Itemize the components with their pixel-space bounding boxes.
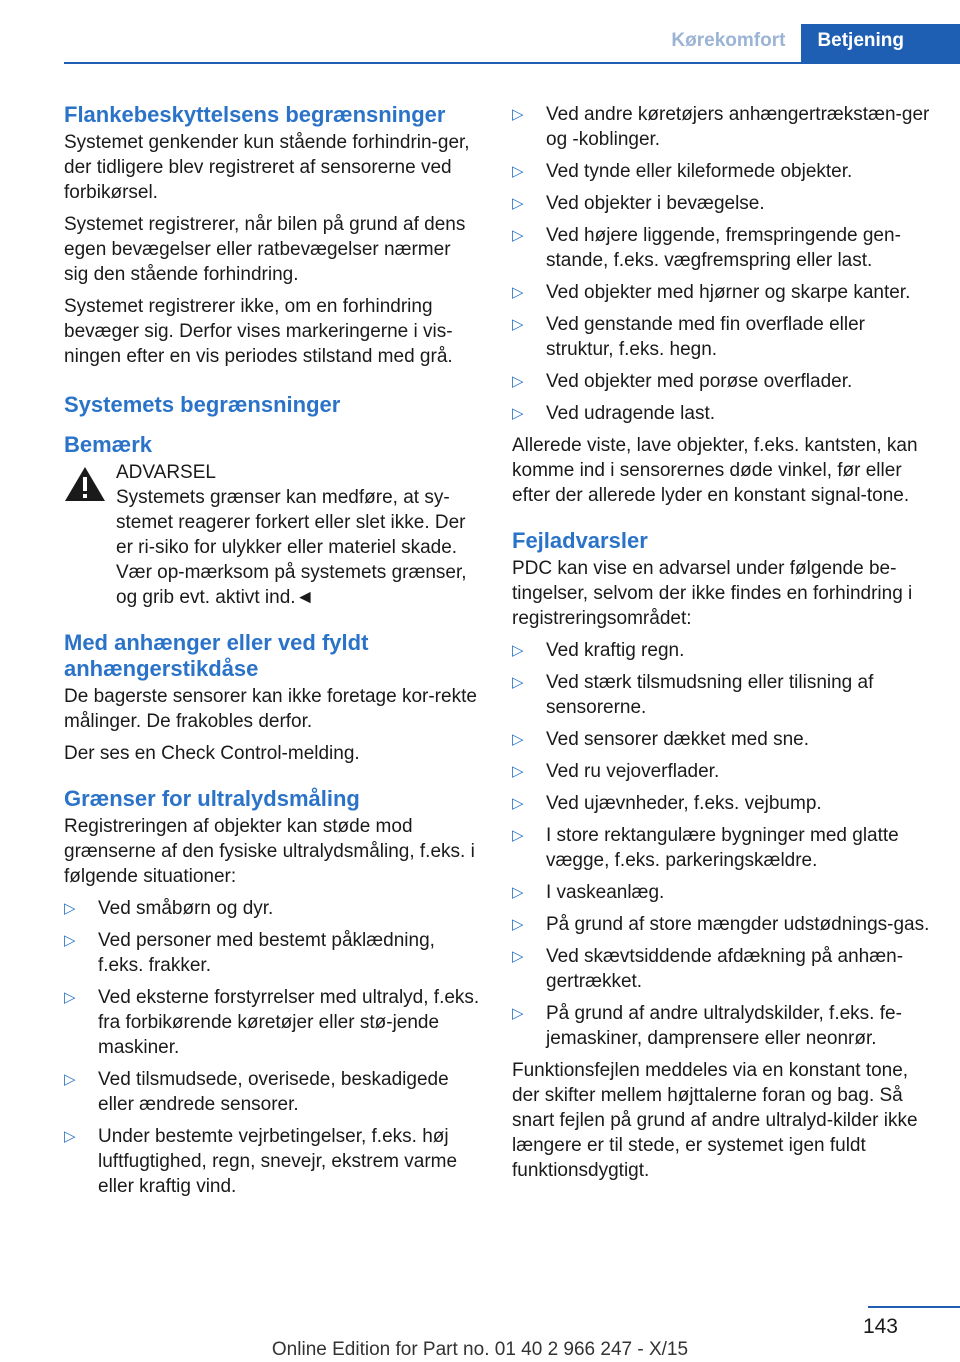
ultra-title: Grænser for ultralydsmåling	[64, 786, 360, 811]
triangle-right-icon: ▷	[64, 900, 76, 917]
warning-title: ADVARSEL	[116, 462, 216, 483]
triangle-right-icon: ▷	[512, 227, 524, 244]
list-item: ▷ Ved andre køretøjers anhængertrækstæn-ger og -koblinger.	[512, 104, 930, 150]
triangle-right-icon: ▷	[512, 1005, 524, 1022]
ultra-paragraph-1: Registreringen af objekter kan støde mod grænserne af den fysiske ultralydsmåling, f.eks. i følgende situationer:	[64, 816, 475, 887]
triangle-right-icon: ▷	[512, 674, 524, 691]
triangle-right-icon: ▷	[512, 284, 524, 301]
note-title: Bemærk	[64, 432, 153, 457]
flank-title: Flankebeskyttelsens begrænsninger	[64, 102, 446, 127]
warning-block	[64, 460, 480, 610]
list-item: ▷ I store rektangulære bygninger med glatte vægge, f.eks. parkeringskældre.	[512, 825, 899, 871]
triangle-right-icon: ▷	[512, 763, 524, 780]
list-item: ▷ Ved kraftig regn.	[512, 640, 685, 661]
trailer-title: Med anhænger eller ved fyldt anhængerstikdåse	[64, 630, 369, 681]
footer-rule	[868, 1306, 960, 1308]
list-item: ▷ Ved ru vejoverflader.	[512, 761, 720, 782]
list-item: ▷ Ved sensorer dækket med sne.	[512, 729, 809, 750]
warning-text: Systemets grænser kan medføre, at sy-stemet reagerer forkert eller slet ikke. Der er ri-siko for ulykker eller materiel skade. Vær op-mærksom på systemets grænser, og grib evt. aktivt ind.◄	[116, 487, 467, 608]
tab-betjening[interactable]: Betjening	[801, 24, 960, 62]
triangle-right-icon: ▷	[64, 932, 76, 949]
list-item: ▷ På grund af store mængder udstødnings-gas.	[512, 914, 930, 935]
list-item: ▷ Ved tilsmudsede, overisede, beskadigede eller ændrede sensorer.	[64, 1069, 449, 1115]
limits-title: Systemets begrænsninger	[64, 392, 341, 417]
triangle-right-icon: ▷	[512, 795, 524, 812]
left-column	[64, 102, 480, 1206]
triangle-right-icon: ▷	[512, 916, 524, 933]
list-item: ▷ I vaskeanlæg.	[512, 882, 665, 903]
list-item: ▷ Ved ujævnheder, f.eks. vejbump.	[512, 793, 822, 814]
triangle-right-icon: ▷	[64, 1071, 76, 1088]
tab-korekomfort[interactable]: Kørekomfort	[671, 30, 786, 51]
list-item: ▷ Ved objekter i bevægelse.	[512, 193, 765, 214]
list-item: ▷ Ved objekter med porøse overflader.	[512, 371, 853, 392]
triangle-right-icon: ▷	[64, 1128, 76, 1145]
header-tabs	[655, 24, 960, 62]
faults-paragraph-2: Funktionsfejlen meddeles via en konstant tone, der skifter mellem højttalerne foran og bag. Så snart fejlen på grund af andre ultralyd-kilder ikke længere er til stede, er systemet igen fuldt funktionsdygtigt.	[512, 1060, 918, 1181]
list-item: ▷ Ved eksterne forstyrrelser med ultralyd, f.eks. fra forbikørende køretøjer eller stø-jende maskiner.	[64, 987, 480, 1058]
ultra-list-continued	[512, 102, 930, 426]
list-item: ▷ Ved højere liggende, fremspringende gen-stande, f.eks. vægfremspring eller last.	[512, 225, 901, 271]
triangle-right-icon: ▷	[512, 195, 524, 212]
header-rule	[64, 62, 960, 64]
list-item: ▷ Ved udragende last.	[512, 403, 716, 424]
list-item: ▷ Ved objekter med hjørner og skarpe kanter.	[512, 282, 911, 303]
list-item: ▷ På grund af andre ultralydskilder, f.eks. fe-jemaskiner, damprensere eller neonrør.	[512, 1003, 902, 1049]
ultra-list	[64, 896, 480, 1199]
list-item: ▷ Ved skævtsiddende afdækning på anhæn-gertrækket.	[512, 946, 904, 992]
triangle-right-icon: ▷	[512, 827, 524, 844]
footer-edition: Online Edition for Part no. 01 40 2 966 247 - X/15	[271, 1339, 689, 1360]
trailer-paragraph-2: Der ses en Check Control-melding.	[64, 743, 360, 764]
faults-list	[512, 638, 930, 1051]
triangle-right-icon: ▷	[512, 731, 524, 748]
list-item: ▷ Ved tynde eller kileformede objekter.	[512, 161, 853, 182]
faults-paragraph-1: PDC kan vise en advarsel under følgende be-tingelser, selvom der ikke findes en forhindring i registreringsområdet:	[512, 558, 913, 629]
trailer-paragraph-1: De bagerste sensorer kan ikke foretage kor-rekte målinger. De frakobles derfor.	[64, 686, 477, 732]
triangle-right-icon: ▷	[512, 405, 524, 422]
triangle-right-icon: ▷	[512, 106, 524, 123]
triangle-right-icon: ▷	[512, 316, 524, 333]
triangle-right-icon: ▷	[512, 884, 524, 901]
list-item: ▷ Ved småbørn og dyr.	[64, 898, 274, 919]
list-item: ▷ Under bestemte vejrbetingelser, f.eks. høj luftfugtighed, regn, snevejr, ekstrem varme eller kraftig vind.	[64, 1126, 458, 1197]
flank-paragraph-1: Systemet genkender kun stående forhindrin-ger, der tidligere blev registreret af sensorerne ved forbikørsel.	[64, 132, 470, 203]
triangle-right-icon: ▷	[512, 642, 524, 659]
triangle-right-icon: ▷	[512, 948, 524, 965]
list-item: ▷ Ved personer med bestemt påklædning, f.eks. frakker.	[64, 930, 435, 976]
flank-paragraph-2: Systemet registrerer, når bilen på grund af dens egen bevægelser eller ratbevægelser nærmer sig den stående forhindring.	[64, 214, 466, 285]
faults-title: Fejladvarsler	[512, 528, 648, 553]
triangle-right-icon: ▷	[64, 989, 76, 1006]
warning-triangle-icon	[64, 466, 106, 502]
page-number: 143	[862, 1315, 898, 1338]
flank-paragraph-3: Systemet registrerer ikke, om en forhindring bevæger sig. Derfor vises markeringerne i vis-ningen efter en vis periodes stilstand med grå.	[64, 296, 453, 367]
list-item: ▷ Ved genstande med fin overflade eller struktur, f.eks. hegn.	[512, 314, 865, 360]
right-column	[512, 102, 930, 1190]
triangle-right-icon: ▷	[512, 163, 524, 180]
low-objects-paragraph: Allerede viste, lave objekter, f.eks. kantsten, kan komme ind i sensorernes døde vinkel, før eller efter der allerede lyder en konstant signal-tone.	[512, 435, 918, 506]
triangle-right-icon: ▷	[512, 373, 524, 390]
list-item: ▷ Ved stærk tilsmudsning eller tilisning af sensorerne.	[512, 672, 874, 718]
